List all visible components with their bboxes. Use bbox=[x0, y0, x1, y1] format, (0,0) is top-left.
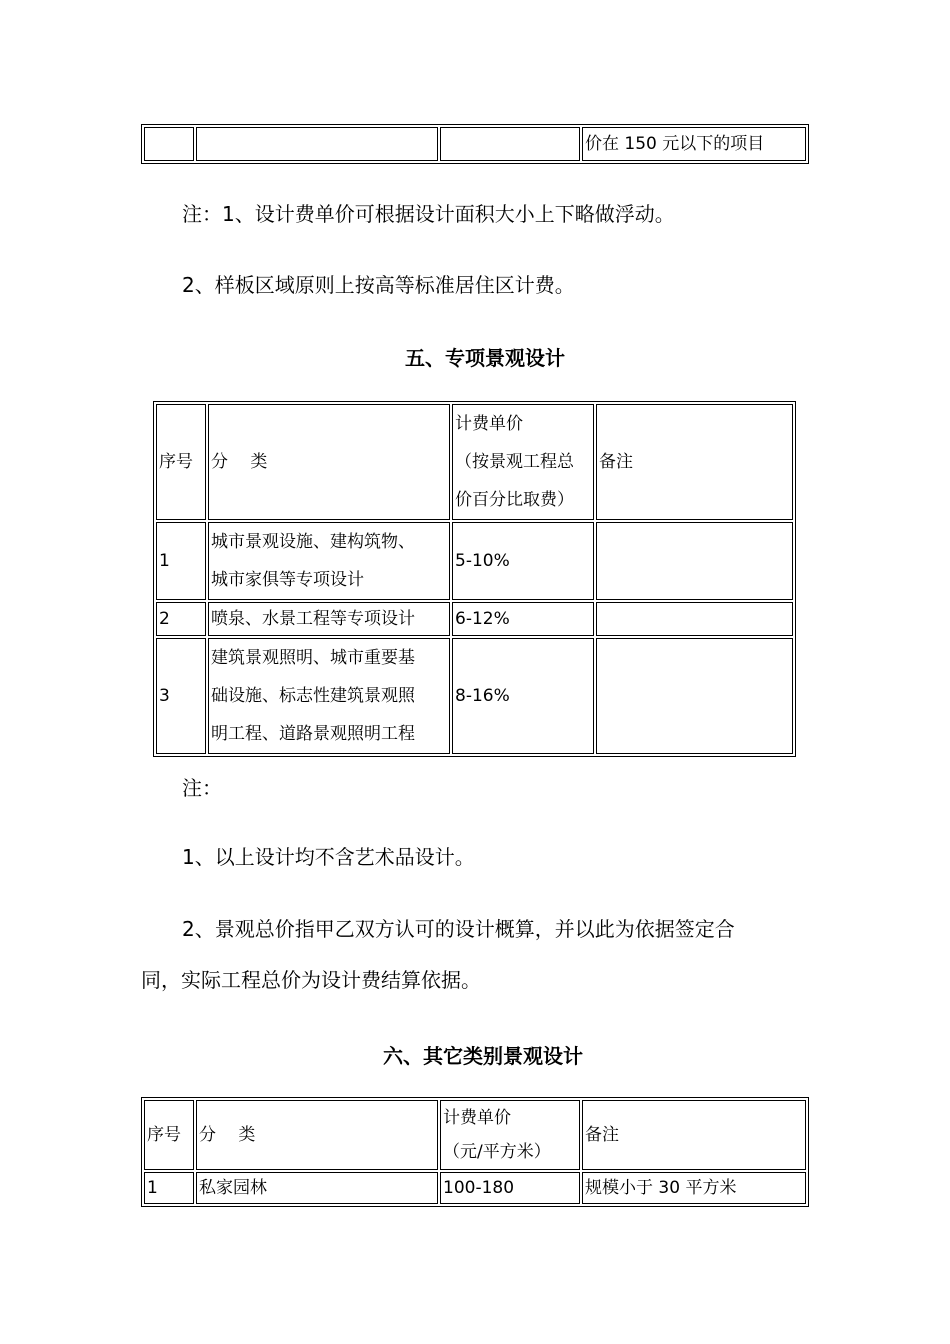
cell-remark bbox=[596, 638, 793, 754]
header-price bbox=[452, 404, 594, 520]
cell-category bbox=[208, 638, 450, 754]
header-price-line: 价百分比取费） bbox=[455, 490, 574, 510]
table-row bbox=[156, 638, 793, 754]
cell-no: 2 bbox=[156, 602, 206, 636]
table-row bbox=[144, 1172, 806, 1204]
header-price-line: 计费单价 bbox=[443, 1108, 511, 1128]
cell-no: 1 bbox=[156, 522, 206, 600]
cell-category-line: 城市景观设施、建构筑物、 bbox=[211, 532, 415, 552]
cell-no: 3 bbox=[156, 638, 206, 754]
cell-category-line: 城市家俱等专项设计 bbox=[211, 570, 364, 590]
cell-price: 100-180 bbox=[440, 1172, 580, 1204]
cell-remark bbox=[596, 602, 793, 636]
note-line: 注：1、设计费单价可根据设计面积大小上下略做浮动。 bbox=[182, 202, 675, 226]
cell-category-line: 建筑景观照明、城市重要基 bbox=[211, 648, 415, 668]
cell-price: 6-12% bbox=[452, 602, 594, 636]
table-cell bbox=[440, 127, 580, 161]
cell-category-line: 础设施、标志性建筑景观照 bbox=[211, 686, 415, 706]
cell-remark bbox=[596, 522, 793, 600]
cell-category: 喷泉、水景工程等专项设计 bbox=[208, 602, 450, 636]
note-line: 1、以上设计均不含艺术品设计。 bbox=[182, 845, 475, 869]
table-cell: 价在 150 元以下的项目 bbox=[582, 127, 806, 161]
cell-category-line: 明工程、道路景观照明工程 bbox=[211, 724, 415, 744]
note-line: 2、景观总价指甲乙双方认可的设计概算，并以此为依据签定合 bbox=[182, 917, 735, 941]
cell-no: 1 bbox=[144, 1172, 194, 1204]
section-title: 六、其它类别景观设计 bbox=[383, 1044, 583, 1068]
cell-price: 5-10% bbox=[452, 522, 594, 600]
section-title: 五、专项景观设计 bbox=[405, 346, 565, 370]
header-price bbox=[440, 1100, 580, 1170]
header-remark: 备注 bbox=[596, 404, 793, 520]
header-remark: 备注 bbox=[582, 1100, 806, 1170]
cell-price: 8-16% bbox=[452, 638, 594, 754]
note-label: 注： bbox=[182, 776, 222, 800]
table-header-row bbox=[156, 404, 793, 520]
top-table bbox=[141, 124, 809, 164]
header-category: 分 类 bbox=[196, 1100, 438, 1170]
header-no: 序号 bbox=[156, 404, 206, 520]
table-cell bbox=[196, 127, 438, 161]
cell-category bbox=[208, 522, 450, 600]
header-category: 分 类 bbox=[208, 404, 450, 520]
note-line: 2、样板区域原则上按高等标准居住区计费。 bbox=[182, 273, 575, 297]
table-row bbox=[144, 127, 806, 161]
note-line: 同，实际工程总价为设计费结算依据。 bbox=[141, 968, 481, 992]
header-no: 序号 bbox=[144, 1100, 194, 1170]
cell-category: 私家园林 bbox=[196, 1172, 438, 1204]
special-landscape-table bbox=[153, 401, 796, 757]
header-price-line: （元/平方米） bbox=[443, 1142, 551, 1162]
table-header-row bbox=[144, 1100, 806, 1170]
table-cell bbox=[144, 127, 194, 161]
header-price-line: 计费单价 bbox=[455, 414, 523, 434]
table-row bbox=[156, 522, 793, 600]
table-row bbox=[156, 602, 793, 636]
cell-remark: 规模小于 30 平方米 bbox=[582, 1172, 806, 1204]
header-price-line: （按景观工程总 bbox=[455, 452, 574, 472]
other-landscape-table bbox=[141, 1097, 809, 1207]
